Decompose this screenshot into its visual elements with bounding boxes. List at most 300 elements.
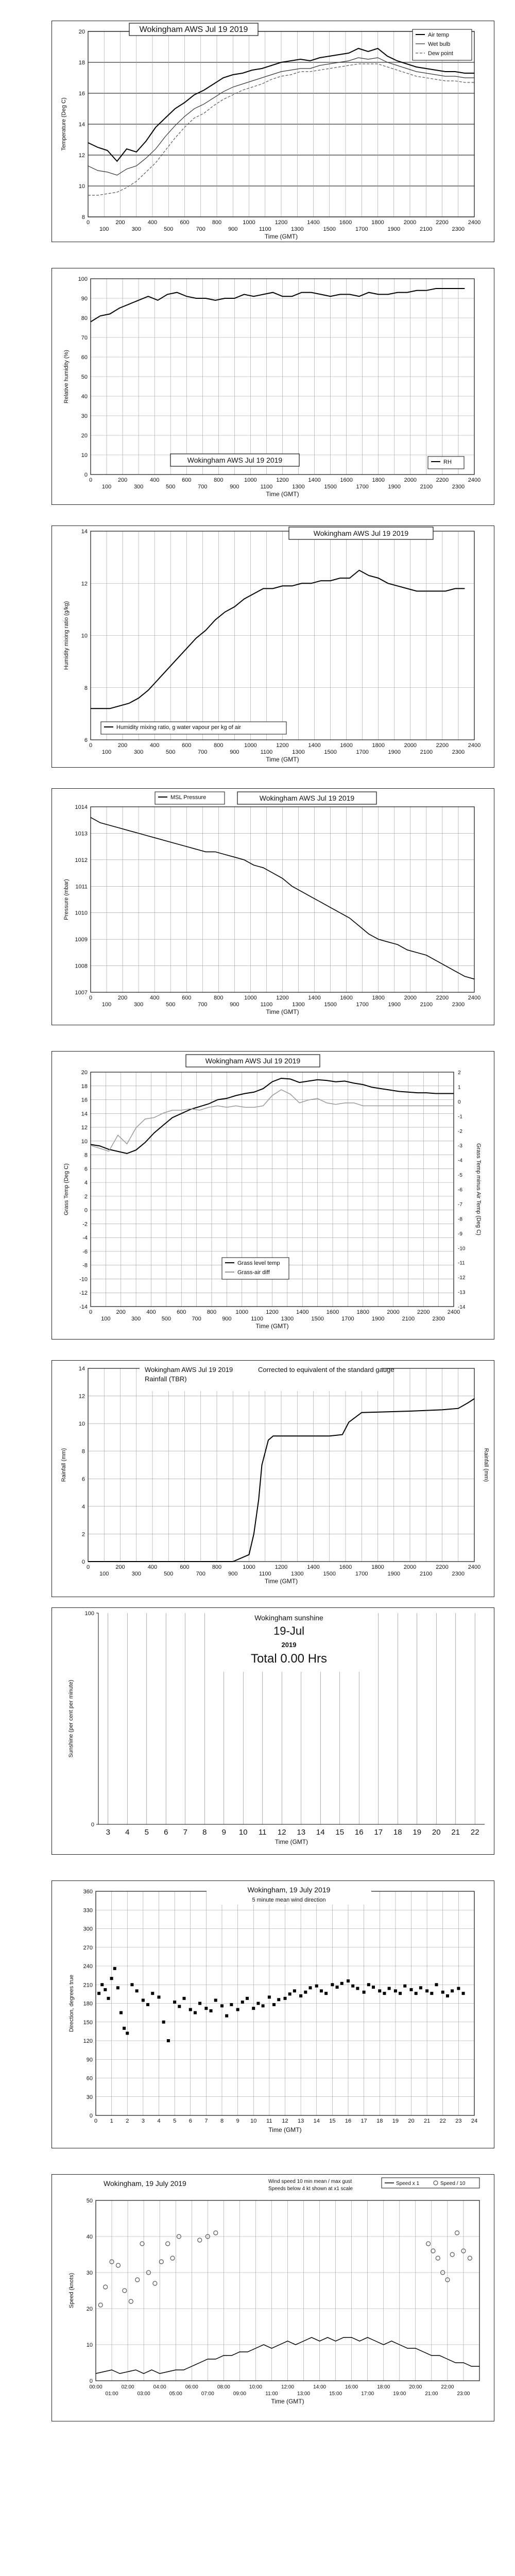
y-tick-label: 10 bbox=[81, 1138, 88, 1145]
x-tick-label: 1000 bbox=[244, 995, 257, 1001]
x-axis-label: Time (GMT) bbox=[264, 233, 298, 240]
x-tick-label: 200 bbox=[117, 477, 128, 483]
sunshine-panel bbox=[52, 1607, 494, 1855]
y-tick-label: 100 bbox=[84, 1611, 94, 1617]
x-tick-label: 1900 bbox=[387, 226, 400, 232]
chart-note: Corrected to equivalent of the standard gauge bbox=[258, 1366, 394, 1374]
direction-point bbox=[299, 1994, 302, 1997]
x-tick-label: 13 bbox=[297, 1828, 306, 1837]
wind-direction-chart bbox=[52, 1881, 494, 2148]
y-tick-label: 20 bbox=[78, 29, 85, 35]
legend-label: MSL Pressure bbox=[170, 794, 207, 801]
direction-point bbox=[110, 1977, 113, 1980]
x-tick-label: 1000 bbox=[243, 1564, 255, 1570]
y-tick-label: 8 bbox=[81, 214, 85, 221]
y-tick-label: -4 bbox=[82, 1235, 88, 1242]
y2-tick-label: 1 bbox=[458, 1084, 461, 1091]
y-tick-label: 2 bbox=[81, 1531, 85, 1538]
y-tick-label: 20 bbox=[86, 2306, 93, 2312]
x-tick-label: 1900 bbox=[387, 1571, 400, 1577]
direction-point bbox=[104, 1988, 107, 1991]
x-tick-label: 1800 bbox=[372, 995, 385, 1001]
y-tick-label: 6 bbox=[81, 1476, 85, 1483]
y2-tick-label: -8 bbox=[458, 1216, 462, 1223]
direction-point bbox=[256, 2002, 260, 2005]
y-tick-label: 12 bbox=[78, 152, 85, 159]
y-tick-label: 90 bbox=[81, 296, 88, 302]
y-tick-label: 6 bbox=[84, 737, 88, 743]
x-tick-label: 2400 bbox=[468, 477, 481, 483]
direction-point bbox=[284, 1997, 287, 2000]
x-tick-label: 1400 bbox=[296, 1309, 309, 1315]
sunshine-chart bbox=[52, 1608, 494, 1854]
direction-point bbox=[331, 1983, 334, 1986]
x-axis-label: Time (GMT) bbox=[266, 1008, 299, 1015]
y-tick-label: 1014 bbox=[75, 804, 88, 810]
x-tick-label: 700 bbox=[192, 1316, 201, 1322]
x-tick-label: 1400 bbox=[307, 1564, 320, 1570]
x-tick-label: 600 bbox=[180, 219, 190, 226]
x-tick-label: 0 bbox=[89, 1309, 93, 1315]
x-tick-label: 9 bbox=[236, 2118, 239, 2124]
direction-point bbox=[363, 1991, 366, 1994]
gust-point bbox=[426, 2242, 431, 2246]
direction-point bbox=[135, 1989, 139, 1992]
x-tick-label: 6 bbox=[188, 2118, 192, 2124]
y-tick-label: 12 bbox=[81, 1125, 88, 1131]
x-tick-label: 2000 bbox=[404, 995, 417, 1001]
gust-point bbox=[98, 2303, 102, 2307]
y-tick-label: 0 bbox=[91, 1822, 94, 1828]
x-axis-label: Time (GMT) bbox=[271, 2398, 304, 2405]
x-tick-label: 1700 bbox=[356, 484, 369, 490]
x-tick-label: 300 bbox=[133, 1002, 144, 1008]
direction-point bbox=[394, 1989, 397, 1992]
x-tick-label: 100 bbox=[101, 1002, 112, 1008]
x-tick-label: 400 bbox=[147, 219, 158, 226]
y-tick-label: 360 bbox=[83, 1889, 93, 1895]
x-tick-label: 1000 bbox=[244, 477, 257, 483]
gust-point bbox=[166, 2242, 170, 2246]
x-tick-label: 3 bbox=[106, 1828, 110, 1837]
x-tick-label: 500 bbox=[166, 749, 176, 755]
x-axis-label: Time (GMT) bbox=[274, 1838, 308, 1845]
direction-point bbox=[356, 1987, 359, 1990]
x-tick-label: 12 bbox=[277, 1828, 286, 1837]
x-tick-label: 13 bbox=[298, 2118, 304, 2124]
x-tick-label: 11:00 bbox=[265, 2391, 278, 2397]
y-tick-label: 100 bbox=[78, 276, 88, 282]
legend-label: Dew point bbox=[428, 50, 453, 57]
chart-title: Wokingham AWS Jul 19 2019 bbox=[313, 529, 409, 537]
y-axis-label: Pressure (mbar) bbox=[63, 879, 70, 920]
legend-label: Grass level temp bbox=[237, 1260, 280, 1266]
y-tick-label: 0 bbox=[81, 1559, 85, 1565]
x-tick-label: 02:00 bbox=[121, 2384, 134, 2390]
x-tick-label: 11 bbox=[258, 1828, 267, 1837]
x-tick-label: 8 bbox=[220, 2118, 224, 2124]
x-tick-label: 900 bbox=[230, 749, 239, 755]
direction-point bbox=[293, 1989, 296, 1992]
x-tick-label: 1 bbox=[110, 2118, 113, 2124]
x-tick-label: 800 bbox=[214, 742, 224, 749]
chart-title: Wokingham AWS Jul 19 2019 bbox=[145, 1366, 233, 1374]
y-tick-label: -2 bbox=[82, 1221, 88, 1228]
x-tick-label: 05:00 bbox=[169, 2391, 182, 2397]
direction-point bbox=[262, 2004, 265, 2007]
direction-point bbox=[214, 1998, 217, 2002]
x-tick-label: 2200 bbox=[436, 219, 449, 226]
x-tick-label: 1700 bbox=[356, 749, 369, 755]
x-tick-label: 200 bbox=[115, 219, 125, 226]
y-tick-label: 1013 bbox=[75, 831, 88, 837]
y-tick-label: 330 bbox=[83, 1907, 93, 1914]
x-tick-label: 18:00 bbox=[377, 2384, 390, 2390]
direction-point bbox=[340, 1982, 344, 1985]
direction-point bbox=[451, 1989, 454, 1992]
y-tick-label: 0 bbox=[89, 2378, 93, 2384]
x-tick-label: 1400 bbox=[308, 995, 321, 1001]
y-tick-label: 14 bbox=[78, 1366, 85, 1372]
x-tick-label: 18 bbox=[376, 2118, 383, 2124]
y-tick-label: 0 bbox=[84, 472, 88, 478]
x-axis-label: Time (GMT) bbox=[266, 490, 299, 498]
x-tick-label: 2400 bbox=[468, 742, 481, 749]
y-tick-label: 1007 bbox=[75, 990, 88, 996]
y-tick-label: 10 bbox=[78, 183, 85, 190]
direction-point bbox=[388, 1987, 391, 1990]
x-tick-label: 2000 bbox=[403, 219, 417, 226]
x-tick-label: 1500 bbox=[324, 749, 337, 755]
direction-point bbox=[173, 2001, 176, 2004]
x-tick-label: 2200 bbox=[436, 742, 449, 749]
gust-point bbox=[455, 2231, 459, 2235]
x-tick-label: 14 bbox=[313, 2118, 320, 2124]
y-tick-label: 1012 bbox=[75, 857, 88, 863]
legend-label: RH bbox=[443, 459, 452, 465]
x-tick-label: 1200 bbox=[276, 995, 289, 1001]
x-tick-label: 23:00 bbox=[457, 2391, 470, 2397]
x-tick-label: 4 bbox=[157, 2118, 161, 2124]
x-tick-label: 00:00 bbox=[89, 2384, 102, 2390]
direction-point bbox=[204, 2007, 208, 2010]
direction-point bbox=[116, 1986, 119, 1989]
x-tick-label: 2200 bbox=[417, 1309, 430, 1315]
x-tick-label: 0 bbox=[86, 219, 90, 226]
direction-point bbox=[113, 1967, 116, 1970]
x-tick-label: 800 bbox=[207, 1309, 217, 1315]
x-tick-label: 2400 bbox=[447, 1309, 460, 1315]
x-tick-label: 1300 bbox=[291, 226, 304, 232]
y-tick-label: 2 bbox=[84, 1193, 88, 1200]
y2-tick-label: -13 bbox=[458, 1290, 466, 1296]
direction-point bbox=[324, 1992, 328, 1995]
x-tick-label: 01:00 bbox=[105, 2391, 118, 2397]
y-tick-label: 1009 bbox=[75, 937, 88, 943]
x-tick-label: 1100 bbox=[259, 1571, 271, 1577]
x-tick-label: 22:00 bbox=[441, 2384, 454, 2390]
y-tick-label: 150 bbox=[83, 2019, 93, 2026]
x-tick-label: 24 bbox=[471, 2118, 478, 2124]
y-axis-label: Direction, degrees true bbox=[68, 1974, 75, 2032]
y-axis-label: Rainfall (mm) bbox=[61, 1448, 67, 1482]
sunshine-total: Total 0.00 Hrs bbox=[250, 1652, 328, 1666]
x-tick-label: 700 bbox=[198, 749, 208, 755]
y-tick-label: 50 bbox=[86, 2198, 93, 2204]
direction-point bbox=[372, 1986, 375, 1989]
y2-tick-label: -7 bbox=[458, 1201, 462, 1208]
x-tick-label: 2100 bbox=[420, 749, 433, 755]
x-tick-label: 10 bbox=[238, 1828, 248, 1837]
x-tick-label: 1300 bbox=[292, 484, 305, 490]
x-tick-label: 1200 bbox=[276, 477, 289, 483]
x-tick-label: 1100 bbox=[260, 1002, 273, 1008]
legend-label: Speed x 1 bbox=[396, 2181, 420, 2187]
x-tick-label: 200 bbox=[115, 1564, 125, 1570]
x-tick-label: 15 bbox=[335, 1828, 345, 1837]
x-tick-label: 21 bbox=[451, 1828, 460, 1837]
y2-tick-label: -4 bbox=[458, 1158, 462, 1164]
x-tick-label: 300 bbox=[131, 1316, 141, 1322]
x-tick-label: 300 bbox=[133, 484, 144, 490]
y2-tick-label: 2 bbox=[458, 1070, 461, 1076]
x-tick-label: 2100 bbox=[402, 1316, 415, 1322]
x-tick-label: 1700 bbox=[355, 1571, 368, 1577]
x-tick-label: 08:00 bbox=[217, 2384, 230, 2390]
y-axis-label: Speed (knots) bbox=[68, 2273, 75, 2309]
y-tick-label: 180 bbox=[83, 2001, 93, 2007]
direction-point bbox=[378, 1989, 381, 1992]
gust-point bbox=[159, 2260, 163, 2264]
y-tick-label: 8 bbox=[81, 1448, 85, 1455]
y-tick-label: 0 bbox=[89, 2113, 93, 2119]
direction-point bbox=[151, 1992, 154, 1995]
y-tick-label: 8 bbox=[84, 1152, 88, 1159]
x-tick-label: 800 bbox=[212, 1564, 222, 1570]
y-tick-label: 60 bbox=[81, 354, 88, 361]
y-tick-label: 8 bbox=[84, 685, 88, 691]
y-tick-label: 90 bbox=[86, 2057, 93, 2063]
y-tick-label: 30 bbox=[86, 2094, 93, 2100]
x-tick-label: 0 bbox=[86, 1564, 90, 1570]
y-axis-label: Grass Temp (Deg C) bbox=[63, 1163, 70, 1215]
direction-point bbox=[220, 2004, 224, 2007]
y-tick-label: 12 bbox=[81, 581, 88, 587]
pressure-panel bbox=[52, 788, 494, 1025]
direction-point bbox=[119, 2011, 123, 2014]
x-tick-label: 09:00 bbox=[233, 2391, 246, 2397]
x-tick-label: 1600 bbox=[339, 219, 352, 226]
direction-point bbox=[252, 2007, 255, 2010]
x-tick-label: 1800 bbox=[372, 477, 385, 483]
x-tick-label: 1800 bbox=[372, 742, 385, 749]
rainfall-chart bbox=[52, 1361, 494, 1597]
gust-point bbox=[129, 2299, 133, 2303]
chart-subtitle-2: Speeds below 4 kt shown at x1 scale bbox=[268, 2186, 353, 2192]
x-tick-label: 700 bbox=[198, 1002, 208, 1008]
y-tick-label: 40 bbox=[86, 2234, 93, 2240]
x-tick-label: 1400 bbox=[308, 477, 321, 483]
x-tick-label: 1300 bbox=[292, 1002, 305, 1008]
x-tick-label: 1600 bbox=[326, 1309, 339, 1315]
direction-point bbox=[410, 1988, 413, 1991]
x-tick-label: 2200 bbox=[436, 995, 449, 1001]
direction-point bbox=[194, 2011, 197, 2014]
x-tick-label: 15 bbox=[329, 2118, 336, 2124]
y-tick-label: 16 bbox=[78, 91, 85, 97]
y2-tick-label: 0 bbox=[458, 1099, 461, 1105]
direction-point bbox=[351, 1985, 354, 1988]
x-tick-label: 1100 bbox=[260, 749, 273, 755]
x-tick-label: 900 bbox=[228, 1571, 238, 1577]
direction-point bbox=[288, 1992, 291, 1995]
direction-point bbox=[441, 1991, 444, 1994]
x-tick-label: 14 bbox=[316, 1828, 325, 1837]
direction-point bbox=[425, 1989, 428, 1992]
direction-point bbox=[399, 1992, 402, 1995]
x-tick-label: 19:00 bbox=[393, 2391, 406, 2397]
x-tick-label: 20:00 bbox=[409, 2384, 422, 2390]
chart-subtitle: Rainfall (TBR) bbox=[145, 1375, 187, 1383]
x-tick-label: 6 bbox=[164, 1828, 168, 1837]
x-tick-label: 04:00 bbox=[153, 2384, 166, 2390]
gust-point bbox=[123, 2289, 127, 2293]
y-tick-label: 10 bbox=[78, 1421, 85, 1428]
x-tick-label: 0 bbox=[89, 995, 93, 1001]
wind-speed-panel bbox=[52, 2174, 494, 2421]
x-tick-label: 1900 bbox=[388, 1002, 401, 1008]
y-tick-label: 20 bbox=[81, 433, 88, 439]
x-tick-label: 800 bbox=[212, 219, 222, 226]
chart-subtitle-1: Wind speed 10 min mean / max gust bbox=[268, 2179, 352, 2184]
x-tick-label: 5 bbox=[173, 2118, 177, 2124]
x-tick-label: 1500 bbox=[323, 1571, 336, 1577]
x-axis-label: Time (GMT) bbox=[266, 756, 299, 763]
x-tick-label: 1600 bbox=[340, 995, 353, 1001]
x-tick-label: 1500 bbox=[324, 1002, 337, 1008]
direction-point bbox=[167, 2039, 170, 2042]
humidity-chart bbox=[52, 268, 494, 504]
x-tick-label: 1900 bbox=[371, 1316, 385, 1322]
x-tick-label: 11 bbox=[266, 2118, 272, 2124]
x-tick-label: 0 bbox=[89, 477, 93, 483]
direction-point bbox=[462, 1992, 465, 1995]
x-tick-label: 2000 bbox=[404, 742, 417, 749]
x-tick-label: 2300 bbox=[452, 1002, 465, 1008]
y-tick-label: 70 bbox=[81, 335, 88, 341]
x-tick-label: 2100 bbox=[420, 1002, 433, 1008]
direction-point bbox=[198, 2002, 201, 2005]
chart-year: 2019 bbox=[281, 1641, 297, 1649]
y-tick-label: 80 bbox=[81, 315, 88, 321]
x-tick-label: 1700 bbox=[356, 1002, 369, 1008]
x-tick-label: 1500 bbox=[324, 484, 337, 490]
y-tick-label: 1008 bbox=[75, 963, 88, 970]
x-tick-label: 2100 bbox=[420, 226, 433, 232]
x-tick-label: 400 bbox=[149, 477, 160, 483]
x-tick-label: 17 bbox=[360, 2118, 367, 2124]
y-tick-label: 14 bbox=[81, 1111, 88, 1117]
x-tick-label: 1500 bbox=[323, 226, 336, 232]
humidity-panel bbox=[52, 268, 494, 505]
x-tick-label: 1900 bbox=[388, 749, 401, 755]
x-tick-label: 8 bbox=[202, 1828, 207, 1837]
x-tick-label: 7 bbox=[204, 2118, 208, 2124]
x-tick-label: 2000 bbox=[387, 1309, 400, 1315]
y-tick-label: 10 bbox=[86, 2342, 93, 2348]
x-tick-label: 100 bbox=[99, 226, 109, 232]
gust-point bbox=[198, 2238, 202, 2242]
x-tick-label: 06:00 bbox=[185, 2384, 198, 2390]
x-tick-label: 03:00 bbox=[137, 2391, 150, 2397]
y-tick-label: 120 bbox=[83, 2038, 93, 2044]
y-tick-label: 50 bbox=[81, 374, 88, 380]
chart-title: Wokingham AWS Jul 19 2019 bbox=[139, 25, 248, 34]
direction-point bbox=[446, 1994, 449, 1997]
y2-tick-label: -1 bbox=[458, 1114, 462, 1120]
y-tick-label: 30 bbox=[81, 413, 88, 419]
chart-subtitle: 5 minute mean wind direction bbox=[252, 1897, 326, 1903]
x-tick-label: 700 bbox=[196, 226, 205, 232]
x-tick-label: 2300 bbox=[452, 1571, 465, 1577]
x-tick-label: 1300 bbox=[281, 1316, 294, 1322]
direction-point bbox=[304, 1991, 307, 1994]
y-tick-label: 60 bbox=[86, 2075, 93, 2082]
y-tick-label: 18 bbox=[78, 60, 85, 66]
x-tick-label: 300 bbox=[131, 226, 141, 232]
y-tick-label: -6 bbox=[82, 1248, 88, 1255]
x-tick-label: 300 bbox=[131, 1571, 141, 1577]
x-tick-label: 400 bbox=[147, 1564, 158, 1570]
y-tick-label: 240 bbox=[83, 1963, 93, 1970]
y-tick-label: 20 bbox=[81, 1070, 88, 1076]
chart-title: Wokingham AWS Jul 19 2019 bbox=[205, 1057, 301, 1065]
x-tick-label: 1100 bbox=[260, 484, 273, 490]
x-tick-label: 21 bbox=[424, 2118, 431, 2124]
y2-tick-label: -11 bbox=[458, 1260, 465, 1266]
x-tick-label: 2000 bbox=[403, 1564, 417, 1570]
x-tick-label: 1200 bbox=[276, 742, 289, 749]
x-tick-label: 10:00 bbox=[249, 2384, 262, 2390]
x-axis-label: Time (GMT) bbox=[264, 1578, 298, 1585]
x-tick-label: 2300 bbox=[452, 749, 465, 755]
pressure-chart bbox=[52, 789, 494, 1025]
x-tick-label: 1800 bbox=[356, 1309, 369, 1315]
y2-tick-label: -3 bbox=[458, 1143, 462, 1149]
direction-point bbox=[225, 2014, 228, 2018]
direction-point bbox=[241, 2001, 244, 2004]
wind-direction-panel bbox=[52, 1880, 494, 2148]
x-tick-label: 1300 bbox=[291, 1571, 304, 1577]
y-tick-label: -12 bbox=[79, 1290, 88, 1297]
direction-point bbox=[178, 2005, 181, 2008]
x-tick-label: 500 bbox=[164, 1571, 174, 1577]
direction-point bbox=[272, 2003, 276, 2006]
x-tick-label: 3 bbox=[141, 2118, 145, 2124]
x-tick-label: 400 bbox=[149, 742, 160, 749]
x-tick-label: 2100 bbox=[420, 484, 433, 490]
legend-label: Speed / 10 bbox=[440, 2181, 466, 2187]
y-tick-label: 0 bbox=[84, 1207, 88, 1214]
y-tick-label: 40 bbox=[81, 394, 88, 400]
x-tick-label: 2000 bbox=[404, 477, 417, 483]
mixing-ratio-panel bbox=[52, 526, 494, 768]
x-tick-label: 600 bbox=[180, 1564, 190, 1570]
y2-tick-label: -10 bbox=[458, 1246, 466, 1252]
y-tick-label: 12 bbox=[78, 1393, 85, 1400]
x-tick-label: 1200 bbox=[266, 1309, 279, 1315]
chart-title: Wokingham, 19 July 2019 bbox=[247, 1886, 331, 1894]
